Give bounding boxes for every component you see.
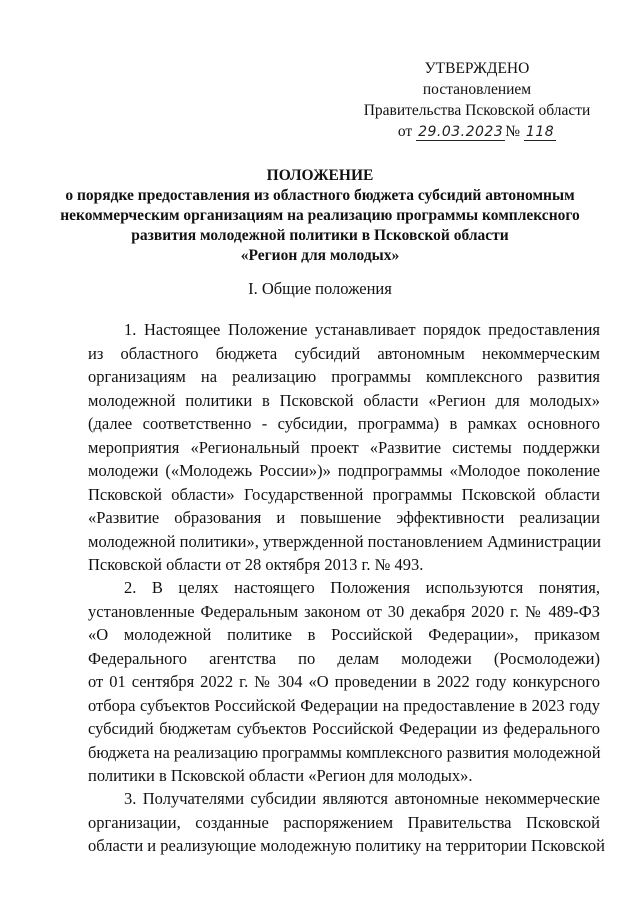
paragraph-1	[88, 318, 600, 577]
paragraph-line: Федерального агентства по делам молодежи (Росмолодежи)	[88, 648, 600, 668]
paragraph-line: мероприятия «Региональный проект «Развитие системы поддержки	[88, 437, 600, 457]
approval-stamp	[352, 58, 602, 143]
paragraph-line: 1. Настоящее Положение устанавливает порядок предоставления	[124, 320, 600, 339]
title-heading: ПОЛОЖЕНИЕ	[266, 167, 374, 184]
paragraph-line: (далее соответственно - субсидии, программа) в рамках основного	[88, 414, 600, 433]
approval-by: постановлением	[422, 81, 532, 98]
paragraph-line: Псковской области от 28 октября 2013 г. № 493.	[88, 555, 424, 574]
title-line: о порядке предоставления из областного бюджета субсидий автономным	[65, 187, 575, 204]
paragraph-line: молодежной политики», утвержденной постановлением Администрации	[88, 531, 602, 551]
paragraph-line: от 01 сентября 2022 г. № 304 «О проведении в 2022 году конкурсного	[88, 672, 600, 691]
paragraph-line: политики в Псковской области «Регион для молодых».	[88, 766, 473, 785]
title-line: некоммерческим организациям на реализацию программы комплексного	[60, 207, 580, 224]
paragraph-line: отбора субъектов Российской Федерации на предоставление в 2023 году	[88, 695, 600, 715]
document-title	[40, 166, 600, 266]
approval-date-line	[352, 121, 602, 143]
approval-date: 29.03.2023	[418, 124, 504, 140]
approval-number-sign: №	[505, 123, 521, 140]
paragraph-line: бюджета на реализацию программы комплексного развития молодежной	[88, 742, 601, 762]
approval-authority: Правительства Псковской области	[363, 102, 591, 119]
paragraph-line: 2. В целях настоящего Положения используются понятия,	[124, 578, 600, 597]
paragraph-3	[88, 787, 605, 858]
approval-title: УТВЕРЖДЕНО	[424, 60, 530, 77]
title-line: «Регион для молодых»	[240, 247, 400, 264]
section-heading: I. Общие положения	[248, 279, 392, 298]
paragraph-2	[88, 576, 600, 788]
paragraph-line: организациям на реализацию программы комплексного развития	[88, 367, 600, 386]
paragraph-line: Псковской области» Государственной программы Псковской области	[88, 484, 600, 504]
paragraph-line: из областного бюджета субсидий автономным некоммерческим	[88, 343, 600, 363]
paragraph-line: молодежи («Молодежь России»)» подпрограммы «Молодое поколение	[88, 461, 600, 480]
paragraph-line: установленные Федеральным законом от 30 декабря 2020 г. № 489-ФЗ	[88, 601, 600, 621]
paragraph-line: области и реализующие молодежную политику на территории Псковской	[88, 836, 605, 855]
paragraph-line: «О молодежной политике в Российской Федерации», приказом	[88, 625, 600, 644]
paragraph-line: организации, созданные распоряжением Правительства Псковской	[88, 812, 600, 832]
approval-date-prefix: от	[397, 123, 413, 140]
title-line: развития молодежной политики в Псковской области	[131, 227, 509, 244]
paragraph-line: молодежной политики в Псковской области «Регион для молодых»	[88, 390, 600, 410]
approval-number: 118	[525, 124, 555, 140]
paragraph-line: «Развитие образования и повышение эффективности реализации	[88, 508, 600, 527]
paragraph-line: 3. Получателями субсидии являются автономные некоммерческие	[124, 789, 600, 808]
paragraph-line: субсидий бюджетам субъектов Российской Федерации из федерального	[88, 719, 600, 738]
